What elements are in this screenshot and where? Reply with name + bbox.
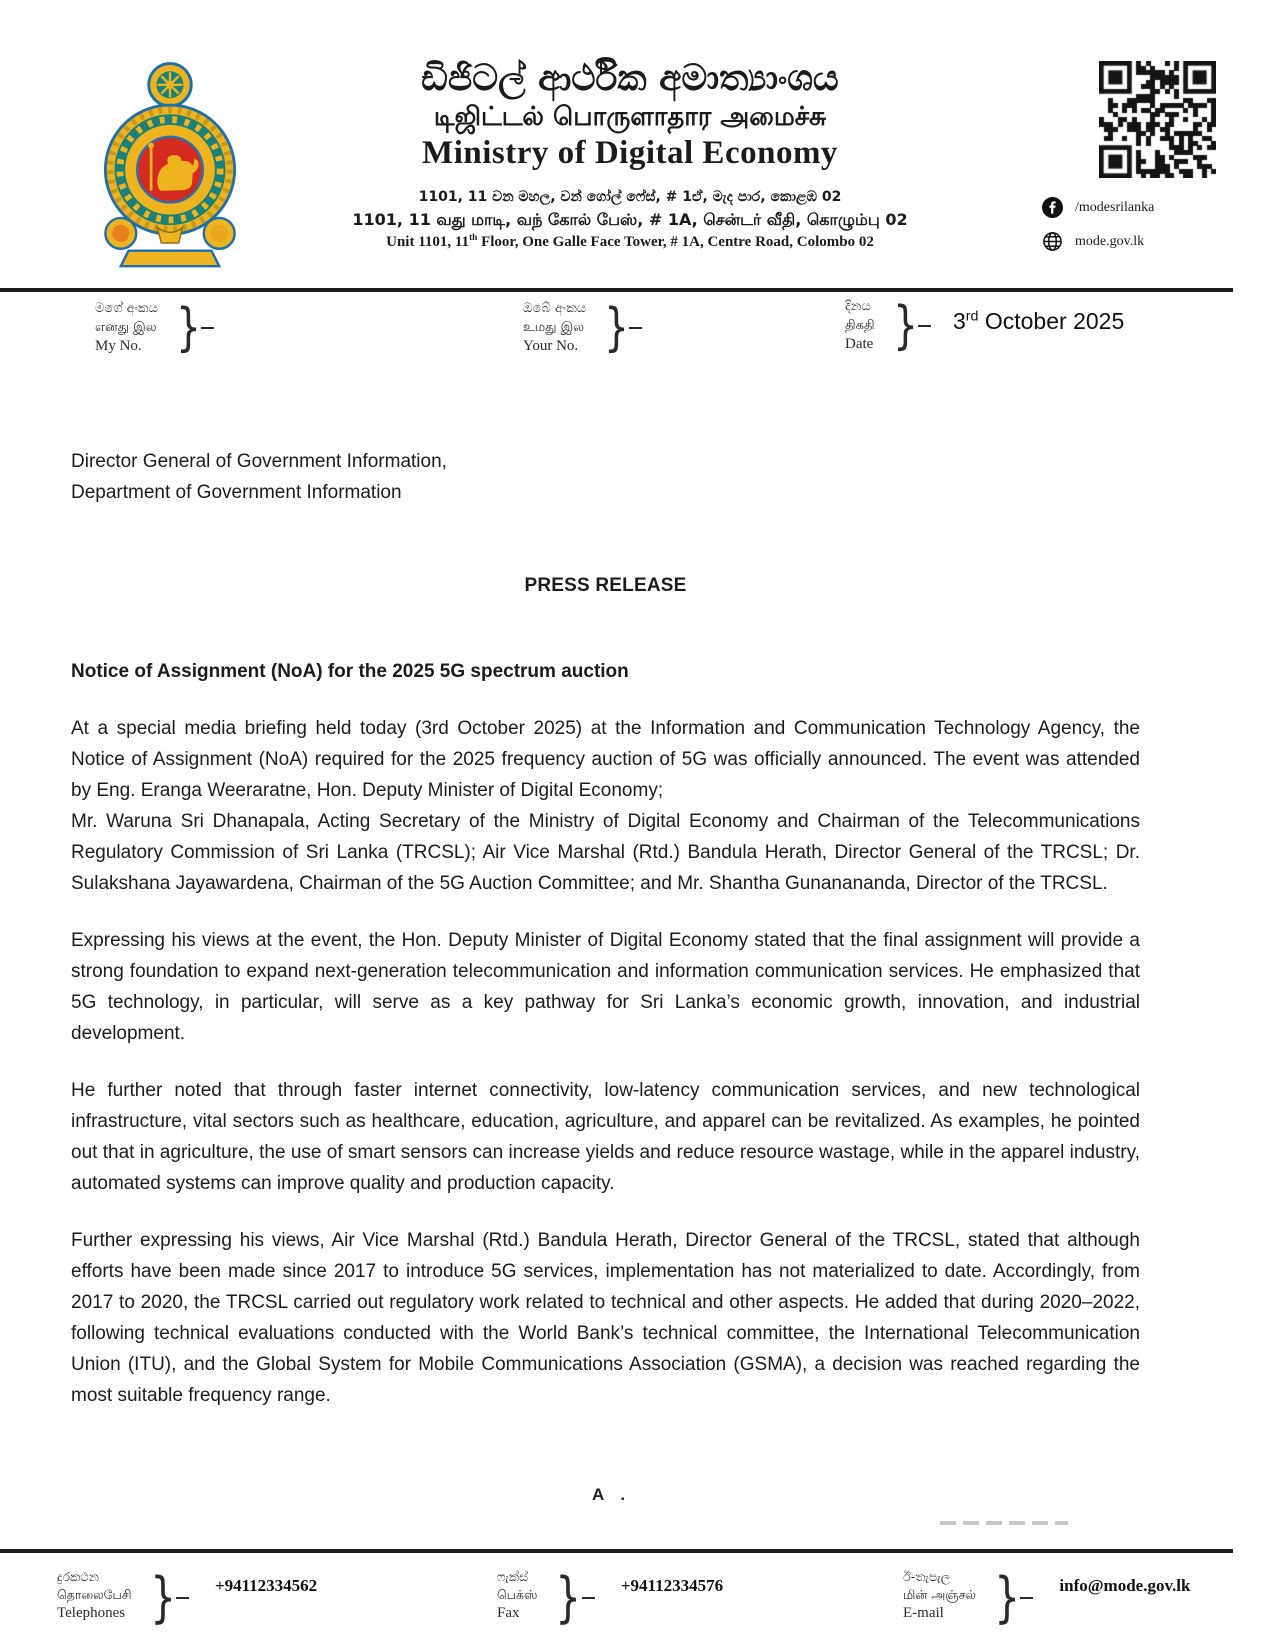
facebook-icon <box>1042 197 1063 218</box>
date-value: 3rd October 2025 <box>953 308 1125 334</box>
fax-number: +94112334576 <box>620 1576 724 1595</box>
ministry-title-tamil: டிஜிட்டல் பொருளாதார அமைச்சு <box>433 102 827 132</box>
paragraph-2: Expressing his views at the event, the Hon. Deputy Minister of Digital Economy stated that the final assignment will provide a strong foundation to expand next-generation telecommunication and information communication services. He emphasized that 5G technology, in particular, will serve as a key pathway for Sri Lanka’s economic growth, innovation, and industrial development. <box>71 930 1140 1044</box>
paragraph-1: At a special media briefing held today (3rd October 2025) at the Information and Communication Technology Agency, the Notice of Assignment (NoA) required for the 2025 frequency auction of 5G was officially announced. The event was attended by Eng. Eranga Weeraratne, Hon. Deputy Minister of Digital Economy; Mr. Waruna Sri Dhanapala, Acting Secretary of the Ministry of Digital Economy and Chairman of the Telecommunications Regulatory Commission of Sri Lanka (TRCSL); Air Vice Marshal (Rtd.) Bandula Herath, Director General of the TRCSL; Dr. Sulakshana Jayawardena, Chairman of the 5G Auction Committee; and Mr. Shantha Gunanananda, Director of the TRCSL. <box>71 718 1140 894</box>
social-links <box>1042 197 1242 265</box>
recipient-line-1: Director General of Government Information, <box>71 451 447 472</box>
telephones-field <box>57 1568 317 1628</box>
my-no-brace: } <box>172 299 214 357</box>
date-brace: } <box>889 297 931 355</box>
address-tamil: 1101, 11 வது மாடி, வந் கோல் பேஸ், # 1A, சென்டர் வீதி, கொழும்பு 02 <box>352 209 908 229</box>
header-divider <box>0 288 1233 292</box>
sri-lanka-emblem <box>88 50 252 272</box>
website-url: mode.gov.lk <box>1075 233 1145 249</box>
recipient-line-2: Department of Government Information <box>71 482 402 503</box>
my-no-field <box>95 299 214 357</box>
scan-smudge-artifact <box>940 1521 1068 1525</box>
ministry-title-english: Ministry of Digital Economy <box>422 134 838 171</box>
your-no-brace: } <box>600 299 642 357</box>
doc-type-title: PRESS RELEASE <box>524 575 687 596</box>
telephones-labels: දුරකථන தொலைபேசி Telephones <box>57 1569 132 1621</box>
recipient-block <box>71 446 1140 508</box>
website-row <box>1042 231 1242 252</box>
paragraph-4: Further expressing his views, Air Vice Marshal (Rtd.) Bandula Herath, Director General of the TRCSL, stated that although efforts have been made since 2017 to introduce 5G services, implementation has not materialized to date. Accordingly, from 2017 to 2020, the TRCSL carried out regulatory work related to technical and other aspects. He added that during 2020–2022, following technical evaluations conducted with the World Bank’s technical committee, the International Telecommunication Union (ITU), and the Global System for Mobile Communications Association (GSMA), a decision was reached regarding the most suitable frequency range. <box>71 1230 1140 1406</box>
date-field <box>845 297 931 355</box>
email-labels: ඊ-තැපැල மின் அஞ்சல் E-mail <box>903 1569 977 1621</box>
qr-code <box>1099 61 1216 178</box>
ministry-header <box>275 56 985 253</box>
telephones-brace: } <box>146 1568 189 1628</box>
my-no-labels: මගේ අංකය எனது இல My No. <box>95 301 158 354</box>
email-brace: } <box>990 1568 1033 1628</box>
email-field <box>903 1568 1190 1628</box>
sri-lanka-emblem-graphic <box>88 50 252 272</box>
letter-body <box>71 446 1140 1411</box>
facebook-row <box>1042 197 1242 218</box>
fax-field <box>497 1568 723 1628</box>
ministry-address <box>275 187 985 254</box>
telephone-number: +94112334562 <box>214 1576 318 1595</box>
clipped-next-line-artifact: A . <box>592 1485 632 1504</box>
paragraph-3: He further noted that through faster internet connectivity, low-latency communication services, and new technological infrastructure, vital sectors such as healthcare, education, agriculture, and apparel can be revitalized. As examples, he pointed out that in agriculture, the use of smart sensors can increase yields and reduce resource wastage, while in the apparel industry, automated systems can improve quality and production capacity. <box>71 1080 1140 1194</box>
date-labels: දිනය திகதி Date <box>845 299 875 352</box>
email-address: info@mode.gov.lk <box>1059 1576 1191 1595</box>
your-no-labels: ඔබේ අංකය உமது இல Your No. <box>523 301 587 354</box>
your-no-field <box>523 299 642 357</box>
ministry-title-sinhala: ඩිජිටල් ආර්ථික අමාත්‍යාංශය <box>421 58 839 99</box>
address-sinhala: 1101, 11 වන මහල, වන් ගෝල් ෆේස්, # 1ඒ, මැද පාර, කොළඹ 02 <box>418 188 842 205</box>
facebook-handle: /modesrilanka <box>1075 199 1155 215</box>
globe-icon <box>1042 231 1063 252</box>
address-english: Unit 1101, 11th Floor, One Galle Face Tower, # 1A, Centre Road, Colombo 02 <box>386 232 874 250</box>
footer-divider <box>0 1549 1233 1553</box>
fax-labels: ෆැක්ස් பெக்ஸ் Fax <box>497 1569 538 1621</box>
fax-brace: } <box>551 1568 594 1628</box>
subject-heading: Notice of Assignment (NoA) for the 2025 5G spectrum auction <box>71 661 629 682</box>
